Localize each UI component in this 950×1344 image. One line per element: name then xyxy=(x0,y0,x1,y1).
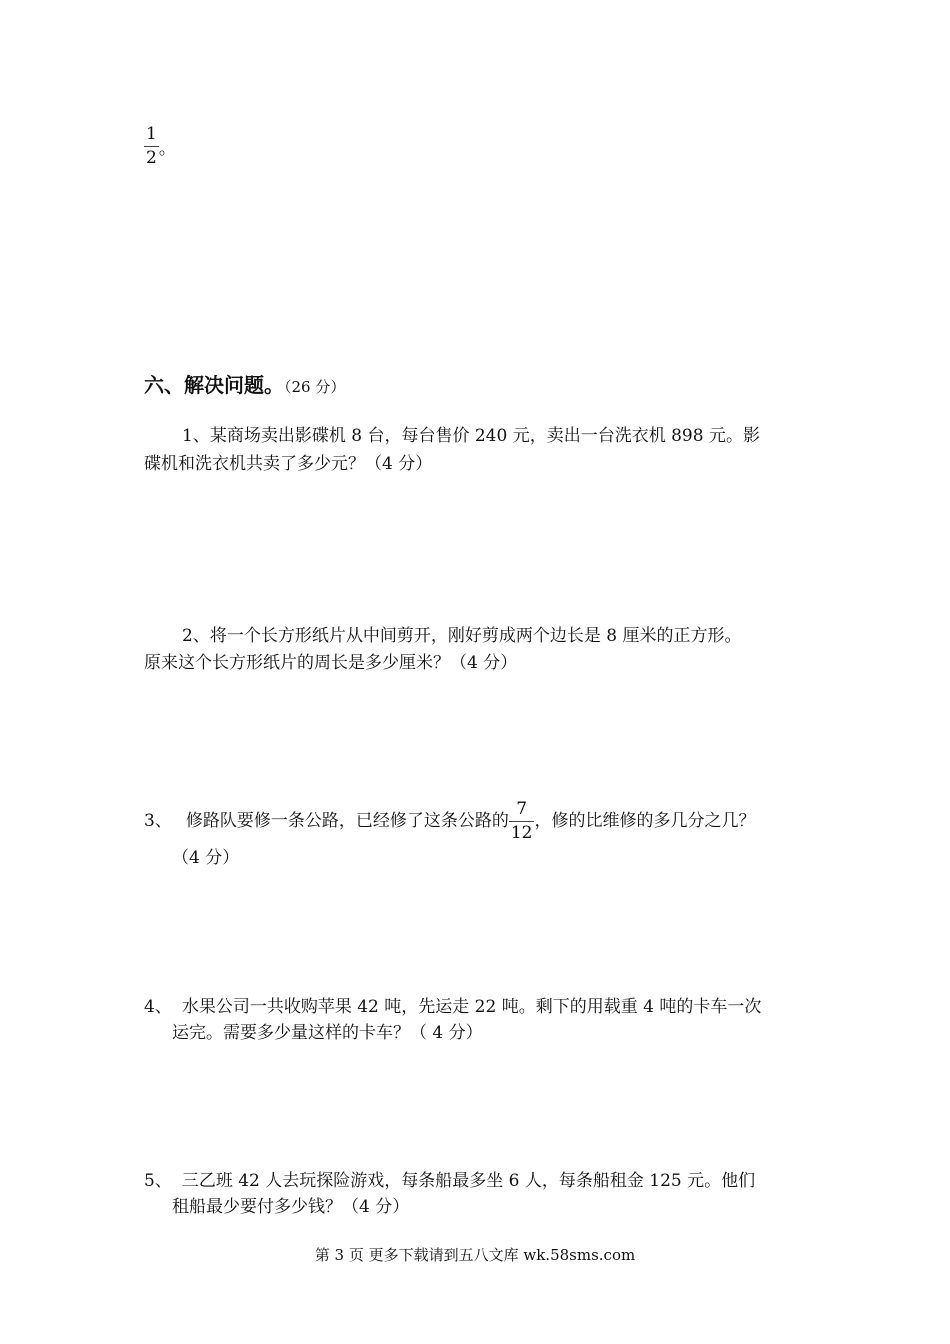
q3-number: 3、 xyxy=(144,811,172,831)
fraction-numerator: 7 xyxy=(516,799,528,819)
q3-line2: （4 分） xyxy=(172,848,240,868)
fraction-denominator: 2 xyxy=(146,148,157,168)
q4-line2: 运完。需要多少量这样的卡车？（ 4 分） xyxy=(172,1023,483,1043)
q3-text-after: ，修的比维修的多几分之几？ xyxy=(534,811,756,831)
q5-text: 三乙班 42 人去玩探险游戏，每条船最多坐 6 人，每条船租金 125 元。他们 xyxy=(181,1171,756,1191)
fraction-one-half xyxy=(144,126,159,167)
q1-line1: 1、某商场卖出影碟机 8 台，每台售价 240 元，卖出一台洗衣机 898 元。影 xyxy=(182,426,760,446)
q5-line2: 租船最少要付多少钱？（4 分） xyxy=(172,1197,410,1217)
q3-text-before: 修路队要修一条公路，已经修了这条公路的 xyxy=(185,811,509,831)
section-heading xyxy=(144,373,345,399)
q4-line1 xyxy=(144,995,761,1019)
q4-number: 4、 xyxy=(144,997,172,1017)
q5-line1 xyxy=(144,1169,755,1193)
q5-number: 5、 xyxy=(144,1171,172,1191)
section-title: 六、解决问题。 xyxy=(144,373,284,397)
page-footer: 第 3 页 更多下载请到五八文库 wk.58sms.com xyxy=(314,1246,636,1264)
fraction-suffix: 。 xyxy=(158,139,176,159)
q3-line1 xyxy=(144,796,755,846)
fraction-seven-twelfths xyxy=(509,801,535,842)
q2-line1: 2、将一个长方形纸片从中间剪开，刚好剪成两个边长是 8 厘米的正方形。 xyxy=(182,626,742,646)
fraction-numerator: 1 xyxy=(146,124,157,144)
top-fraction-line xyxy=(144,126,176,167)
q2-line2: 原来这个长方形纸片的周长是多少厘米？（4 分） xyxy=(144,653,518,673)
q1-line2: 碟机和洗衣机共卖了多少元？（4 分） xyxy=(144,454,433,474)
q4-text: 水果公司一共收购苹果 42 吨，先运走 22 吨。剩下的用载重 4 吨的卡车一次 xyxy=(181,997,762,1017)
section-points: （26 分） xyxy=(284,378,346,396)
fraction-denominator: 12 xyxy=(510,823,533,843)
